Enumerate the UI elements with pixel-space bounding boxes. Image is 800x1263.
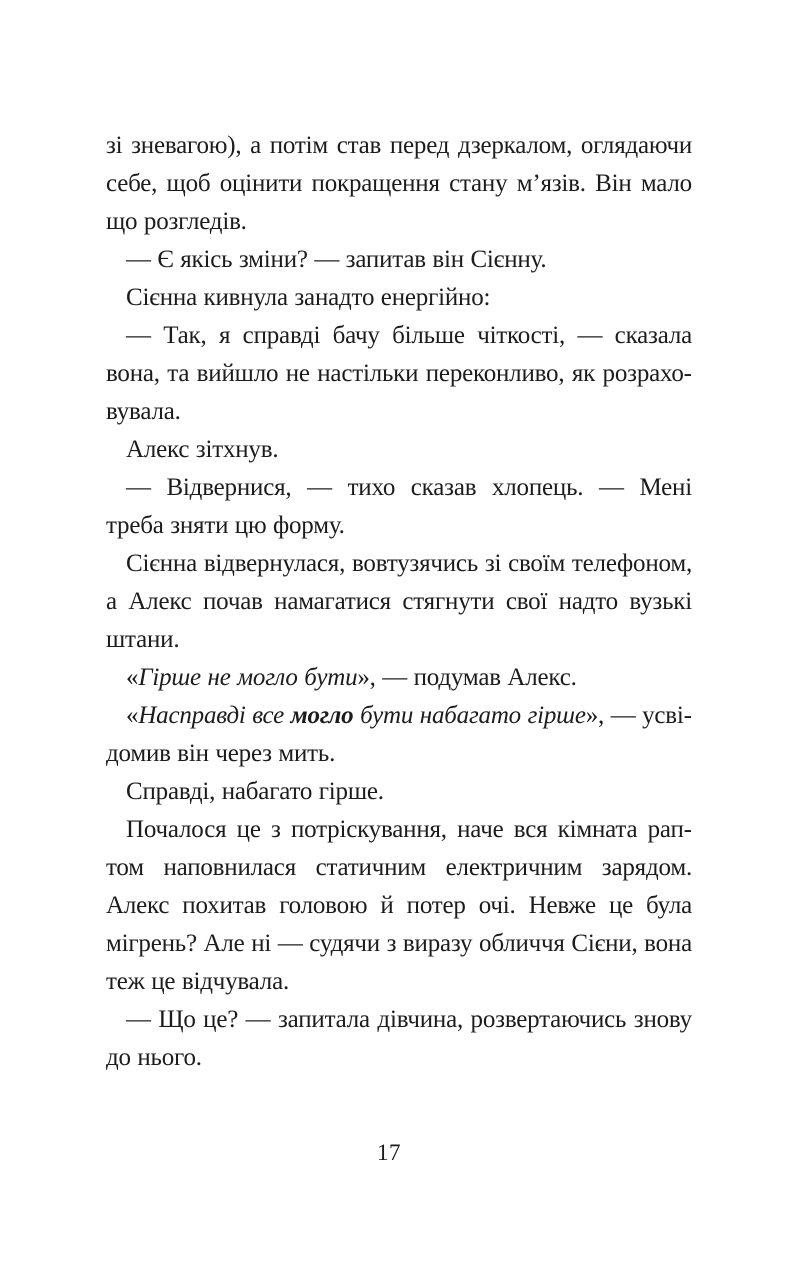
paragraph bbox=[106, 659, 692, 697]
text-segment: Сієнна відвернулася, вовтузячись зі своїм телефоном, а Алекс почав намагатися стягнути свої надто вузькі штани. bbox=[106, 550, 692, 653]
text-segment: Справді, набагато гірше. bbox=[126, 778, 384, 805]
text-segment: могло bbox=[290, 702, 354, 729]
text-segment: », — усвідомив він через мить. bbox=[106, 702, 692, 767]
text-segment: Алекс зітхнув. bbox=[126, 436, 279, 463]
paragraph bbox=[106, 469, 692, 545]
text-segment: », — подумав Алекс. bbox=[357, 664, 577, 691]
paragraph bbox=[106, 241, 692, 279]
text-segment: Почалося це з потріскування, наче вся кімната раптом наповнилася статичним електричним зарядом. Алекс похитав головою й потер очі. Невже це була мігрень? Але ні — судячи з виразу обличчя Сієни, вона теж це відчувала. bbox=[106, 816, 692, 995]
paragraph bbox=[106, 127, 692, 241]
page-number: 17 bbox=[377, 1140, 401, 1165]
text-segment: « bbox=[126, 702, 139, 729]
paragraph bbox=[106, 1001, 692, 1077]
text-segment: « bbox=[126, 664, 139, 691]
text-segment: — Є якісь зміни? — запитав він Сієнну. bbox=[126, 246, 547, 273]
text-segment: Сієнна кивнула занадто енергійно: bbox=[126, 284, 491, 311]
paragraph bbox=[106, 697, 692, 773]
paragraph bbox=[106, 773, 692, 811]
text-segment: — Відвернися, — тихо сказав хлопець. — Мені треба зняти цю форму. bbox=[106, 474, 692, 539]
paragraph bbox=[106, 431, 692, 469]
paragraph bbox=[106, 317, 692, 431]
text-segment: зі зневагою), а потім став перед дзеркалом, оглядаючи себе, щоб оцінити покращення стану м’язів. Він мало що розгледів. bbox=[106, 132, 692, 235]
text-segment: Гірше не могло бути bbox=[138, 664, 358, 691]
page-text bbox=[106, 127, 692, 1077]
paragraph bbox=[106, 811, 692, 1001]
text-segment: — Так, я справді бачу більше чіткості, — сказала вона, та вийшло не настільки переконливо, як розраховувала. bbox=[106, 322, 692, 425]
paragraph bbox=[106, 545, 692, 659]
text-segment: бути набагато гірше bbox=[353, 702, 586, 729]
text-segment: Насправді все bbox=[138, 702, 291, 729]
text-segment: — Що це? — запитала дівчина, розвертаючись знову до нього. bbox=[106, 1006, 692, 1071]
paragraph bbox=[106, 279, 692, 317]
